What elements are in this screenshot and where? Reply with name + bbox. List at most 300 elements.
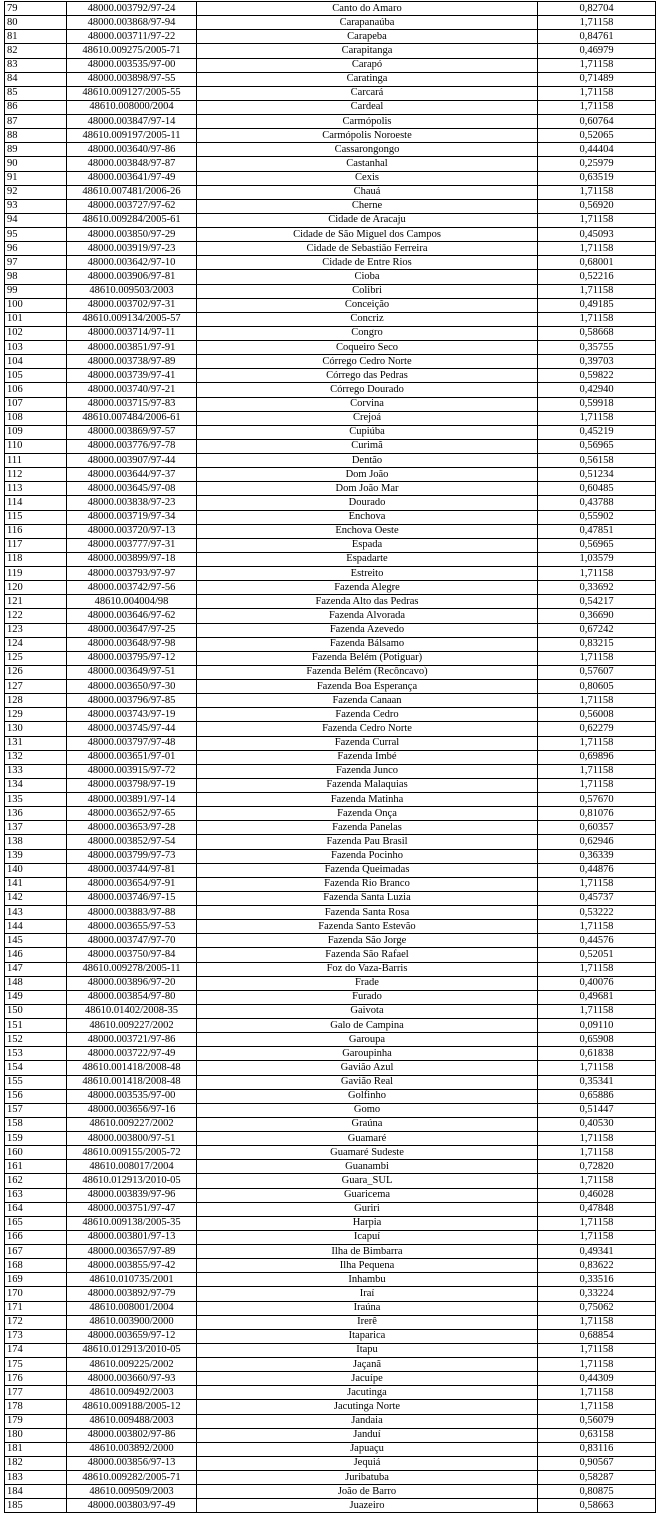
table-row: [5, 849, 656, 863]
row-number-cell: 178: [5, 1400, 67, 1414]
field-name-cell: Dom João Mar: [197, 482, 538, 496]
table-row: [5, 694, 656, 708]
table-row: [5, 637, 656, 651]
process-number-cell: 48000.003851/97-91: [67, 341, 197, 355]
row-number-cell: 85: [5, 86, 67, 100]
table-row: [5, 284, 656, 298]
field-name-cell: Chauá: [197, 185, 538, 199]
table-row: [5, 1442, 656, 1456]
table-row: [5, 538, 656, 552]
process-number-cell: 48000.003898/97-55: [67, 72, 197, 86]
value-cell: 0,49341: [538, 1245, 656, 1259]
table-row: [5, 44, 656, 58]
field-name-cell: Jequiá: [197, 1456, 538, 1470]
value-cell: 0,80605: [538, 680, 656, 694]
value-cell: 1,71158: [538, 58, 656, 72]
value-cell: 0,83215: [538, 637, 656, 651]
value-cell: 0,60357: [538, 821, 656, 835]
row-number-cell: 83: [5, 58, 67, 72]
table-row: [5, 1047, 656, 1061]
row-number-cell: 119: [5, 567, 67, 581]
process-number-cell: 48000.003715/97-83: [67, 397, 197, 411]
process-number-cell: 48000.003839/97-96: [67, 1188, 197, 1202]
process-number-cell: 48610.009275/2005-71: [67, 44, 197, 58]
table-row: [5, 1456, 656, 1470]
value-cell: 0,36339: [538, 849, 656, 863]
field-name-cell: Fazenda Imbé: [197, 750, 538, 764]
table-row: [5, 1160, 656, 1174]
process-number-cell: 48000.003660/97-93: [67, 1372, 197, 1386]
row-number-cell: 110: [5, 439, 67, 453]
table-row: [5, 665, 656, 679]
field-name-cell: Golfinho: [197, 1089, 538, 1103]
row-number-cell: 151: [5, 1019, 67, 1033]
row-number-cell: 148: [5, 976, 67, 990]
row-number-cell: 113: [5, 482, 67, 496]
field-name-cell: Fazenda Onça: [197, 807, 538, 821]
field-name-cell: Juribatuba: [197, 1471, 538, 1485]
process-number-cell: 48000.003847/97-14: [67, 115, 197, 129]
field-name-cell: Frade: [197, 976, 538, 990]
value-cell: 0,72820: [538, 1160, 656, 1174]
field-name-cell: Fazenda Santa Rosa: [197, 906, 538, 920]
table-row: [5, 1075, 656, 1089]
field-name-cell: Carcará: [197, 86, 538, 100]
field-name-cell: Fazenda Cedro: [197, 708, 538, 722]
table-row: [5, 1019, 656, 1033]
field-name-cell: Cidade de Sebastião Ferreira: [197, 242, 538, 256]
row-number-cell: 158: [5, 1117, 67, 1131]
table-row: [5, 115, 656, 129]
process-number-cell: 48000.003535/97-00: [67, 58, 197, 72]
value-cell: 0,45219: [538, 425, 656, 439]
process-number-cell: 48610.007484/2006-61: [67, 411, 197, 425]
table-row: [5, 1301, 656, 1315]
process-number-cell: 48000.003795/97-12: [67, 651, 197, 665]
field-name-cell: Iraí: [197, 1287, 538, 1301]
process-number-cell: 48000.003896/97-20: [67, 976, 197, 990]
row-number-cell: 103: [5, 341, 67, 355]
table-row: [5, 1315, 656, 1329]
value-cell: 1,71158: [538, 1386, 656, 1400]
field-name-cell: Graúna: [197, 1117, 538, 1131]
row-number-cell: 82: [5, 44, 67, 58]
process-number-cell: 48000.003727/97-62: [67, 199, 197, 213]
value-cell: 1,71158: [538, 1230, 656, 1244]
value-cell: 0,49185: [538, 298, 656, 312]
row-number-cell: 79: [5, 2, 67, 16]
value-cell: 0,60485: [538, 482, 656, 496]
value-cell: 0,56008: [538, 708, 656, 722]
field-name-cell: Gaivota: [197, 1004, 538, 1018]
field-name-cell: Espadarte: [197, 552, 538, 566]
process-number-cell: 48610.003900/2000: [67, 1315, 197, 1329]
value-cell: 0,59918: [538, 397, 656, 411]
row-number-cell: 95: [5, 228, 67, 242]
field-name-cell: Jacuípe: [197, 1372, 538, 1386]
process-number-cell: 48000.003850/97-29: [67, 228, 197, 242]
process-number-cell: 48610.008001/2004: [67, 1301, 197, 1315]
value-cell: 0,68854: [538, 1329, 656, 1343]
row-number-cell: 140: [5, 863, 67, 877]
field-name-cell: Fazenda Alvorada: [197, 609, 538, 623]
row-number-cell: 135: [5, 793, 67, 807]
table-row: [5, 1471, 656, 1485]
process-number-cell: 48610.004004/98: [67, 595, 197, 609]
table-row: [5, 609, 656, 623]
process-number-cell: 48000.003655/97-53: [67, 920, 197, 934]
process-number-cell: 48000.003802/97-86: [67, 1428, 197, 1442]
row-number-cell: 160: [5, 1146, 67, 1160]
process-number-cell: 48000.003719/97-34: [67, 510, 197, 524]
table-row: [5, 708, 656, 722]
table-row: [5, 298, 656, 312]
field-name-cell: Harpia: [197, 1216, 538, 1230]
value-cell: 1,71158: [538, 284, 656, 298]
field-name-cell: João de Barro: [197, 1485, 538, 1499]
field-name-cell: Foz do Vaza-Barris: [197, 962, 538, 976]
process-number-cell: 48000.003644/97-37: [67, 468, 197, 482]
table-row: [5, 496, 656, 510]
row-number-cell: 149: [5, 990, 67, 1004]
table-row: [5, 228, 656, 242]
process-number-cell: 48610.009503/2003: [67, 284, 197, 298]
row-number-cell: 88: [5, 129, 67, 143]
row-number-cell: 80: [5, 16, 67, 30]
table-row: [5, 1132, 656, 1146]
process-number-cell: 48610.01402/2008-35: [67, 1004, 197, 1018]
process-number-cell: 48000.003899/97-18: [67, 552, 197, 566]
value-cell: 0,33516: [538, 1273, 656, 1287]
table-row: [5, 906, 656, 920]
process-number-cell: 48000.003751/97-47: [67, 1202, 197, 1216]
process-number-cell: 48000.003742/97-56: [67, 581, 197, 595]
row-number-cell: 126: [5, 665, 67, 679]
table-row: [5, 1202, 656, 1216]
row-number-cell: 150: [5, 1004, 67, 1018]
table-row: [5, 411, 656, 425]
field-name-cell: Jacutinga Norte: [197, 1400, 538, 1414]
document-table-container: [4, 1, 655, 1513]
process-number-cell: 48000.003869/97-57: [67, 425, 197, 439]
row-number-cell: 166: [5, 1230, 67, 1244]
value-cell: 1,71158: [538, 1400, 656, 1414]
process-number-cell: 48610.009278/2005-11: [67, 962, 197, 976]
process-number-cell: 48000.003535/97-00: [67, 1089, 197, 1103]
field-name-cell: Fazenda Curral: [197, 736, 538, 750]
value-cell: 0,44876: [538, 863, 656, 877]
table-row: [5, 1259, 656, 1273]
process-number-cell: 48610.009225/2002: [67, 1358, 197, 1372]
field-name-cell: Carapeba: [197, 30, 538, 44]
field-name-cell: Fazenda Malaquias: [197, 778, 538, 792]
process-number-cell: 48000.003711/97-22: [67, 30, 197, 44]
value-cell: 1,71158: [538, 567, 656, 581]
process-number-cell: 48000.003852/97-54: [67, 835, 197, 849]
value-cell: 0,57607: [538, 665, 656, 679]
field-name-cell: Fazenda São Rafael: [197, 948, 538, 962]
value-cell: 1,71158: [538, 1216, 656, 1230]
field-name-cell: Dom João: [197, 468, 538, 482]
row-number-cell: 179: [5, 1414, 67, 1428]
row-number-cell: 146: [5, 948, 67, 962]
process-number-cell: 48000.003855/97-42: [67, 1259, 197, 1273]
process-number-cell: 48000.003848/97-87: [67, 157, 197, 171]
table-row: [5, 157, 656, 171]
value-cell: 0,71489: [538, 72, 656, 86]
value-cell: 1,03579: [538, 552, 656, 566]
process-number-cell: 48000.003721/97-86: [67, 1033, 197, 1047]
row-number-cell: 98: [5, 270, 67, 284]
row-number-cell: 131: [5, 736, 67, 750]
value-cell: 0,51234: [538, 468, 656, 482]
table-row: [5, 1428, 656, 1442]
table-row: [5, 482, 656, 496]
field-name-cell: Córrego das Pedras: [197, 369, 538, 383]
table-row: [5, 1499, 656, 1513]
value-cell: 0,60764: [538, 115, 656, 129]
row-number-cell: 86: [5, 100, 67, 114]
table-row: [5, 778, 656, 792]
row-number-cell: 184: [5, 1485, 67, 1499]
value-cell: 1,71158: [538, 920, 656, 934]
row-number-cell: 117: [5, 538, 67, 552]
field-name-cell: Conceição: [197, 298, 538, 312]
process-number-cell: 48000.003657/97-89: [67, 1245, 197, 1259]
field-name-cell: Crejoá: [197, 411, 538, 425]
row-number-cell: 105: [5, 369, 67, 383]
process-number-cell: 48000.003645/97-08: [67, 482, 197, 496]
field-name-cell: Cherne: [197, 199, 538, 213]
process-number-cell: 48610.008000/2004: [67, 100, 197, 114]
row-number-cell: 107: [5, 397, 67, 411]
row-number-cell: 173: [5, 1329, 67, 1343]
process-number-cell: 48000.003838/97-23: [67, 496, 197, 510]
row-number-cell: 168: [5, 1259, 67, 1273]
process-number-cell: 48610.009509/2003: [67, 1485, 197, 1499]
table-row: [5, 1146, 656, 1160]
value-cell: 1,71158: [538, 736, 656, 750]
field-name-cell: Fazenda Panelas: [197, 821, 538, 835]
value-cell: 0,35341: [538, 1075, 656, 1089]
process-number-cell: 48000.003744/97-81: [67, 863, 197, 877]
process-number-cell: 48000.003739/97-41: [67, 369, 197, 383]
table-row: [5, 1004, 656, 1018]
process-number-cell: 48610.009227/2002: [67, 1117, 197, 1131]
process-number-cell: 48000.003647/97-25: [67, 623, 197, 637]
value-cell: 0,45737: [538, 891, 656, 905]
table-row: [5, 595, 656, 609]
table-row: [5, 567, 656, 581]
row-number-cell: 172: [5, 1315, 67, 1329]
table-row: [5, 129, 656, 143]
row-number-cell: 112: [5, 468, 67, 482]
row-number-cell: 154: [5, 1061, 67, 1075]
row-number-cell: 127: [5, 680, 67, 694]
value-cell: 0,83116: [538, 1442, 656, 1456]
table-row: [5, 1188, 656, 1202]
value-cell: 0,39703: [538, 355, 656, 369]
process-number-cell: 48000.003714/97-11: [67, 326, 197, 340]
value-cell: 0,65908: [538, 1033, 656, 1047]
value-cell: 0,68001: [538, 256, 656, 270]
row-number-cell: 92: [5, 185, 67, 199]
table-row: [5, 439, 656, 453]
process-number-cell: 48000.003740/97-21: [67, 383, 197, 397]
field-name-cell: Fazenda Belém (Potiguar): [197, 651, 538, 665]
table-row: [5, 425, 656, 439]
row-number-cell: 169: [5, 1273, 67, 1287]
table-row: [5, 510, 656, 524]
process-number-cell: 48000.003641/97-49: [67, 171, 197, 185]
field-name-cell: Carapanaúba: [197, 16, 538, 30]
row-number-cell: 136: [5, 807, 67, 821]
process-number-cell: 48000.003907/97-44: [67, 454, 197, 468]
table-row: [5, 72, 656, 86]
row-number-cell: 177: [5, 1386, 67, 1400]
process-number-cell: 48610.010735/2001: [67, 1273, 197, 1287]
row-number-cell: 96: [5, 242, 67, 256]
value-cell: 0,25979: [538, 157, 656, 171]
field-name-cell: Fazenda Bálsamo: [197, 637, 538, 651]
field-name-cell: Guara_SUL: [197, 1174, 538, 1188]
value-cell: 0,51447: [538, 1103, 656, 1117]
field-name-cell: Caratinga: [197, 72, 538, 86]
row-number-cell: 185: [5, 1499, 67, 1513]
field-name-cell: Furado: [197, 990, 538, 1004]
row-number-cell: 90: [5, 157, 67, 171]
table-row: [5, 736, 656, 750]
process-number-cell: 48000.003659/97-12: [67, 1329, 197, 1343]
process-number-cell: 48000.003892/97-79: [67, 1287, 197, 1301]
row-number-cell: 133: [5, 764, 67, 778]
value-cell: 1,71158: [538, 185, 656, 199]
table-row: [5, 1372, 656, 1386]
table-row: [5, 863, 656, 877]
process-number-cell: 48000.003642/97-10: [67, 256, 197, 270]
process-number-cell: 48610.009197/2005-11: [67, 129, 197, 143]
field-name-cell: Janduí: [197, 1428, 538, 1442]
table-row: [5, 326, 656, 340]
process-number-cell: 48000.003743/97-19: [67, 708, 197, 722]
process-number-cell: 48000.003799/97-73: [67, 849, 197, 863]
process-number-cell: 48000.003803/97-49: [67, 1499, 197, 1513]
field-name-cell: Fazenda Alto das Pedras: [197, 595, 538, 609]
value-cell: 0,52216: [538, 270, 656, 284]
table-row: [5, 934, 656, 948]
process-number-cell: 48610.009188/2005-12: [67, 1400, 197, 1414]
table-row: [5, 242, 656, 256]
process-number-cell: 48000.003702/97-31: [67, 298, 197, 312]
row-number-cell: 143: [5, 906, 67, 920]
row-number-cell: 132: [5, 750, 67, 764]
process-number-cell: 48000.003746/97-15: [67, 891, 197, 905]
value-cell: 0,58668: [538, 326, 656, 340]
row-number-cell: 157: [5, 1103, 67, 1117]
value-cell: 0,63158: [538, 1428, 656, 1442]
value-cell: 1,71158: [538, 1004, 656, 1018]
value-cell: 0,47848: [538, 1202, 656, 1216]
table-row: [5, 835, 656, 849]
row-number-cell: 170: [5, 1287, 67, 1301]
row-number-cell: 104: [5, 355, 67, 369]
value-cell: 0,62946: [538, 835, 656, 849]
field-name-cell: Inhambu: [197, 1273, 538, 1287]
value-cell: 1,71158: [538, 1174, 656, 1188]
row-number-cell: 97: [5, 256, 67, 270]
field-name-cell: Fazenda Alegre: [197, 581, 538, 595]
row-number-cell: 102: [5, 326, 67, 340]
process-number-cell: 48610.012913/2010-05: [67, 1174, 197, 1188]
row-number-cell: 183: [5, 1471, 67, 1485]
process-number-cell: 48000.003919/97-23: [67, 242, 197, 256]
value-cell: 1,71158: [538, 1358, 656, 1372]
table-row: [5, 793, 656, 807]
table-row: [5, 651, 656, 665]
fields-table: [4, 1, 656, 1513]
table-row: [5, 1287, 656, 1301]
process-number-cell: 48000.003868/97-94: [67, 16, 197, 30]
field-name-cell: Gomo: [197, 1103, 538, 1117]
row-number-cell: 114: [5, 496, 67, 510]
row-number-cell: 118: [5, 552, 67, 566]
value-cell: 0,53222: [538, 906, 656, 920]
process-number-cell: 48000.003640/97-86: [67, 143, 197, 157]
value-cell: 0,67242: [538, 623, 656, 637]
row-number-cell: 164: [5, 1202, 67, 1216]
table-row: [5, 355, 656, 369]
process-number-cell: 48610.009282/2005-71: [67, 1471, 197, 1485]
field-name-cell: Espada: [197, 538, 538, 552]
table-row: [5, 1414, 656, 1428]
field-name-cell: Japuaçu: [197, 1442, 538, 1456]
table-row: [5, 397, 656, 411]
table-row: [5, 1174, 656, 1188]
field-name-cell: Concriz: [197, 312, 538, 326]
field-name-cell: Jacutinga: [197, 1386, 538, 1400]
field-name-cell: Fazenda Queimadas: [197, 863, 538, 877]
process-number-cell: 48610.001418/2008-48: [67, 1075, 197, 1089]
table-row: [5, 1358, 656, 1372]
value-cell: 0,46979: [538, 44, 656, 58]
value-cell: 1,71158: [538, 86, 656, 100]
value-cell: 0,47851: [538, 524, 656, 538]
table-row: [5, 1033, 656, 1047]
table-row: [5, 312, 656, 326]
value-cell: 1,71158: [538, 778, 656, 792]
value-cell: 0,57670: [538, 793, 656, 807]
table-row: [5, 877, 656, 891]
row-number-cell: 123: [5, 623, 67, 637]
row-number-cell: 91: [5, 171, 67, 185]
table-row: [5, 468, 656, 482]
table-row: [5, 552, 656, 566]
process-number-cell: 48000.003720/97-13: [67, 524, 197, 538]
row-number-cell: 176: [5, 1372, 67, 1386]
row-number-cell: 129: [5, 708, 67, 722]
value-cell: 0,54217: [538, 595, 656, 609]
field-name-cell: Córrego Dourado: [197, 383, 538, 397]
table-row: [5, 270, 656, 284]
process-number-cell: 48000.003652/97-65: [67, 807, 197, 821]
field-name-cell: Castanhal: [197, 157, 538, 171]
process-number-cell: 48610.012913/2010-05: [67, 1343, 197, 1357]
value-cell: 0,65886: [538, 1089, 656, 1103]
table-row: [5, 750, 656, 764]
process-number-cell: 48000.003883/97-88: [67, 906, 197, 920]
process-number-cell: 48610.003892/2000: [67, 1442, 197, 1456]
field-name-cell: Fazenda Santa Luzia: [197, 891, 538, 905]
